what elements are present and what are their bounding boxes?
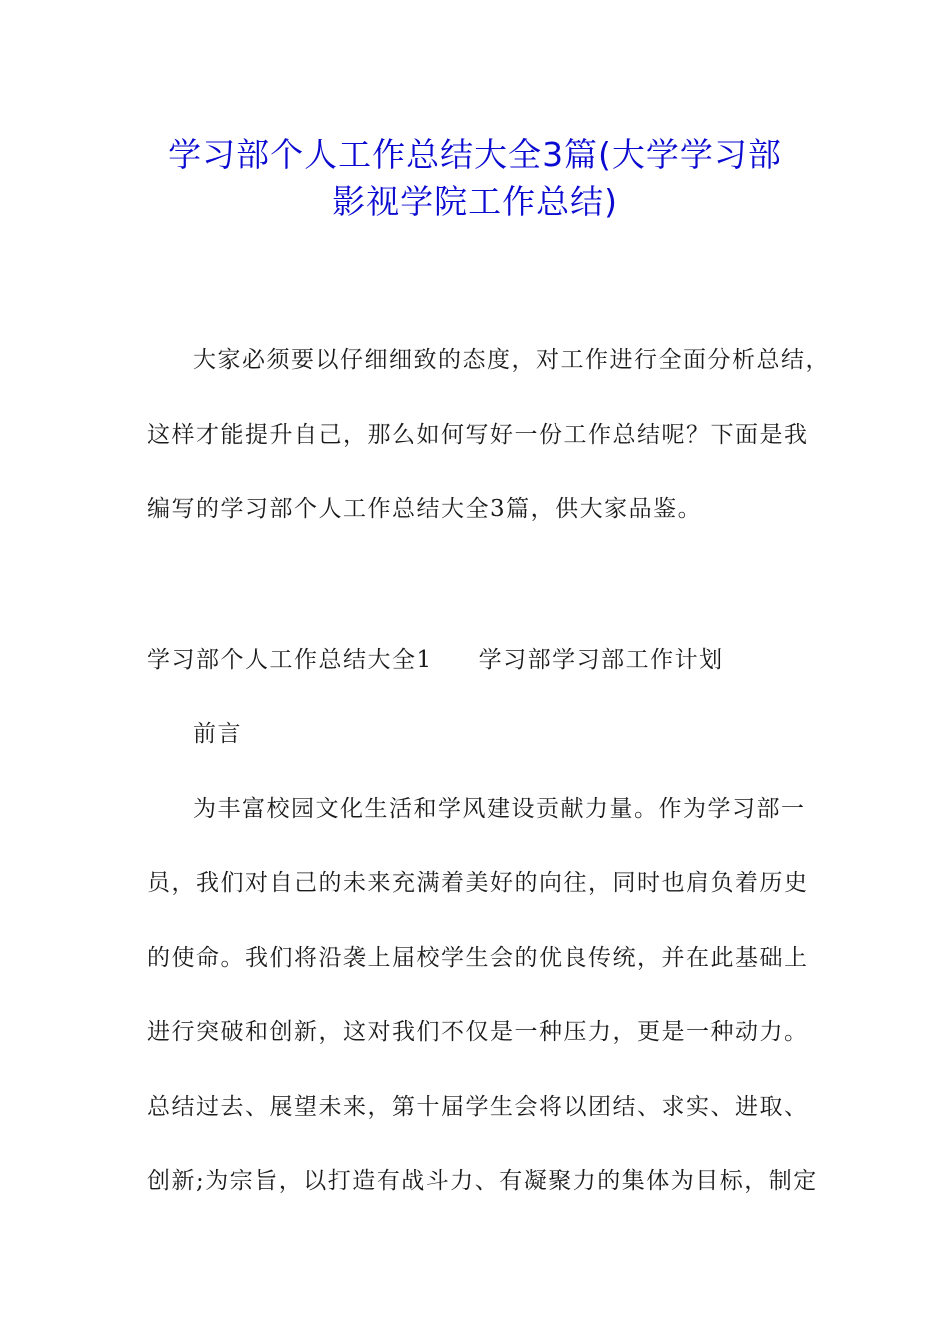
body-line-4: 进行突破和创新，这对我们不仅是一种压力，更是一种动力。 (147, 1019, 809, 1045)
body-line-1: 为丰富校园文化生活和学风建设贡献力量。作为学习部一 (193, 796, 806, 822)
body-line-3: 的使命。我们将沿袭上届校学生会的优良传统，并在此基础上 (147, 945, 809, 971)
document-title-line-1: 学习部个人工作总结大全3篇(大学学习部 (168, 135, 782, 174)
intro-line-2: 这样才能提升自己，那么如何写好一份工作总结呢？下面是我 (147, 422, 809, 448)
section-subheading: 学习部学习部工作计划 (478, 647, 724, 673)
preface-heading: 前言 (193, 721, 242, 747)
body-line-6: 创新;为宗旨，以打造有战斗力、有凝聚力的集体为目标，制定 (147, 1168, 818, 1194)
document-title-line-2: 影视学院工作总结) (332, 182, 618, 221)
intro-line-3: 编写的学习部个人工作总结大全3篇，供大家品鉴。 (147, 496, 703, 522)
intro-line-1: 大家必须要以仔细细致的态度，对工作进行全面分析总结， (193, 347, 830, 373)
body-line-5: 总结过去、展望未来，第十届学生会将以团结、求实、进取、 (147, 1094, 809, 1120)
section-heading-row (147, 645, 817, 675)
section-heading: 学习部个人工作总结大全1 (147, 647, 433, 673)
body-line-2: 员，我们对自己的未来充满着美好的向往，同时也肩负着历史 (147, 870, 809, 896)
